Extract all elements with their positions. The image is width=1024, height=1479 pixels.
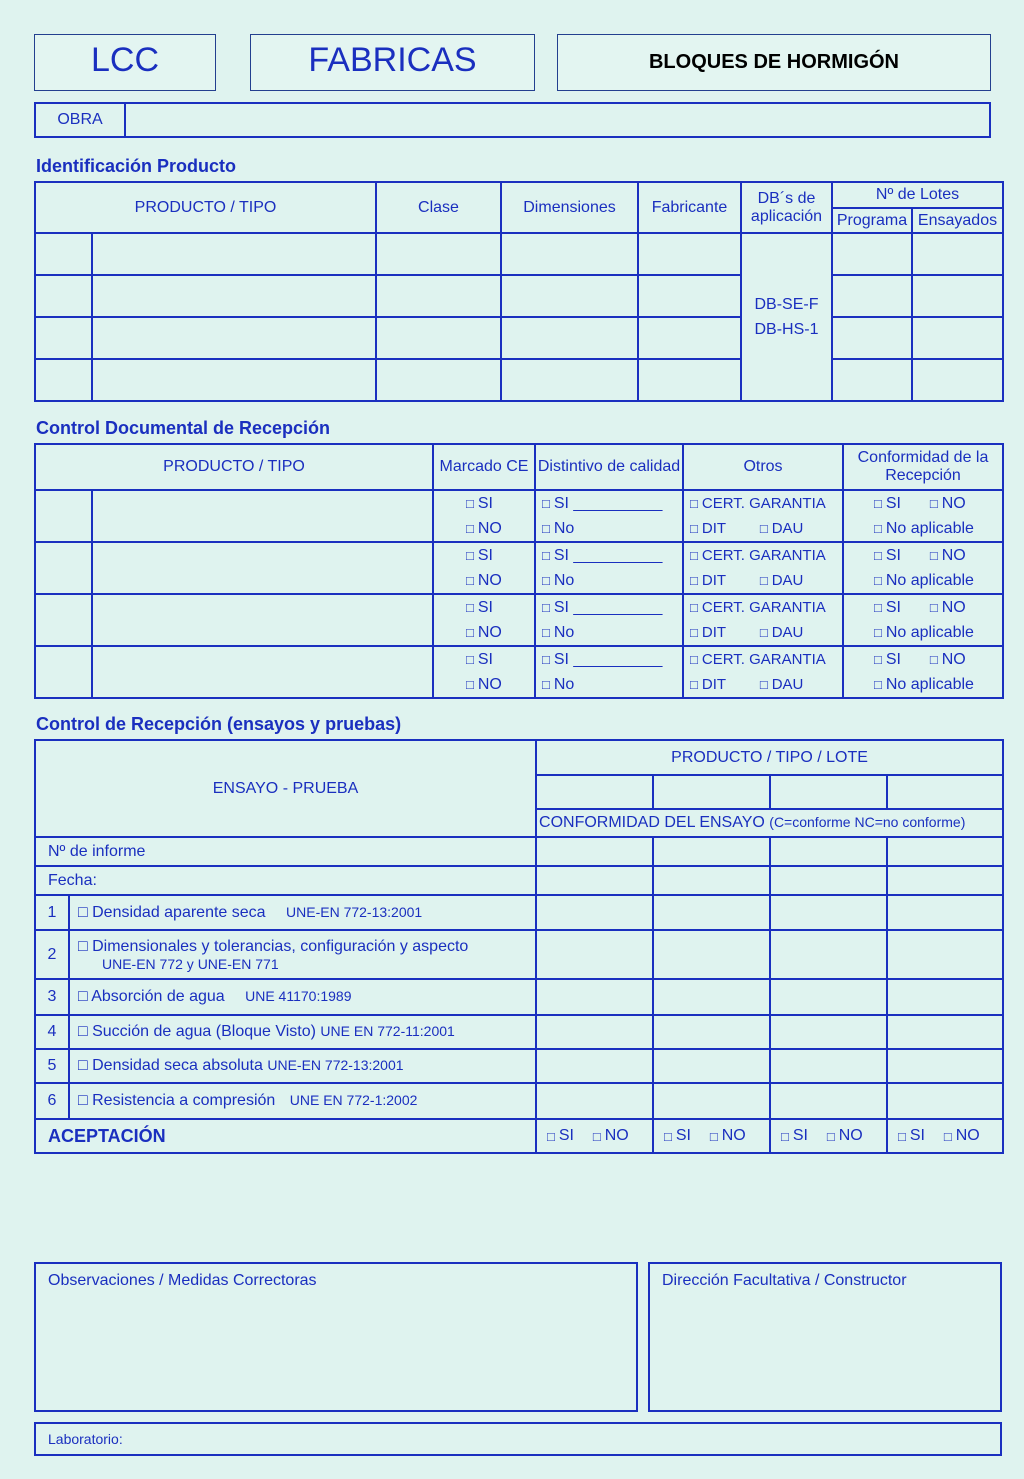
direccion-label: Dirección Facultativa / Constructor bbox=[662, 1272, 907, 1289]
clase-cell[interactable] bbox=[376, 275, 501, 317]
informe-cell[interactable] bbox=[653, 837, 770, 866]
checkbox-icon[interactable]: □ bbox=[898, 1128, 906, 1144]
checkbox-icon[interactable]: □ bbox=[690, 677, 698, 692]
option-no: NO bbox=[477, 519, 502, 537]
fabricante-cell[interactable] bbox=[638, 233, 741, 275]
control-documental-table bbox=[34, 443, 1004, 699]
informe-cell[interactable] bbox=[536, 837, 653, 866]
option-si-line: SI __________ bbox=[553, 546, 663, 564]
doc-id-cell[interactable] bbox=[35, 490, 92, 542]
checkbox-icon[interactable]: □ bbox=[466, 625, 474, 640]
otros-cell bbox=[683, 646, 843, 698]
conformidad-cell bbox=[843, 594, 1003, 646]
test-number: 6 bbox=[35, 1083, 69, 1119]
col-dimensiones: Dimensiones bbox=[501, 182, 638, 233]
checkbox-icon[interactable]: □ bbox=[759, 677, 768, 692]
result-cell[interactable] bbox=[536, 895, 653, 930]
checkbox-icon[interactable]: □ bbox=[542, 600, 550, 615]
informe-cell[interactable] bbox=[887, 837, 1003, 866]
option-no: NO bbox=[721, 1127, 746, 1144]
marcado-ce-cell bbox=[433, 490, 535, 542]
aceptacion-label: ACEPTACIÓN bbox=[35, 1119, 536, 1153]
conformidad-cell bbox=[843, 646, 1003, 698]
option-si: SI bbox=[558, 1127, 574, 1144]
otros-cell bbox=[683, 594, 843, 646]
checkbox-icon[interactable]: □ bbox=[759, 625, 768, 640]
option-si-line: SI __________ bbox=[553, 598, 663, 616]
test-name: □ Densidad aparente seca bbox=[78, 903, 266, 921]
test-norm: UNE-EN 772-13:2001 bbox=[267, 1057, 404, 1073]
option-no: NO bbox=[477, 571, 502, 589]
dimensiones-cell[interactable] bbox=[501, 359, 638, 401]
doc-row bbox=[35, 594, 1003, 646]
fabricas-box bbox=[250, 34, 535, 91]
checkbox-icon[interactable]: □ bbox=[874, 677, 882, 692]
laboratorio-box[interactable] bbox=[34, 1422, 1002, 1456]
test-description[interactable] bbox=[69, 895, 536, 930]
lote-cell[interactable] bbox=[770, 775, 887, 809]
result-cell[interactable] bbox=[887, 895, 1003, 930]
test-number: 5 bbox=[35, 1049, 69, 1083]
test-name: □ Succión de agua (Bloque Visto) bbox=[78, 1023, 316, 1040]
doc-id-cell[interactable] bbox=[35, 646, 92, 698]
result-cell[interactable] bbox=[653, 930, 770, 979]
doc-row bbox=[35, 646, 1003, 698]
checkbox-icon[interactable]: □ bbox=[542, 548, 550, 563]
id-cell[interactable] bbox=[35, 359, 92, 401]
checkbox-icon[interactable]: □ bbox=[929, 548, 938, 563]
col-ensayados: Ensayados bbox=[912, 208, 1003, 233]
option-no: NO bbox=[941, 546, 966, 564]
option-si: SI bbox=[477, 598, 493, 616]
option-cert: CERT. GARANTIA bbox=[701, 651, 826, 668]
document-subtitle: BLOQUES DE HORMIGÓN bbox=[648, 51, 899, 73]
test-row bbox=[35, 1015, 1003, 1049]
doc-col-distintivo: Distintivo de calidad bbox=[535, 444, 683, 490]
producto-cell[interactable] bbox=[92, 359, 376, 401]
checkbox-icon[interactable]: □ bbox=[709, 1128, 718, 1144]
checkbox-icon[interactable]: □ bbox=[874, 521, 882, 536]
result-cell[interactable] bbox=[536, 1015, 653, 1049]
test-description[interactable] bbox=[69, 1049, 536, 1083]
option-si: SI bbox=[885, 598, 901, 616]
test-description[interactable] bbox=[69, 1015, 536, 1049]
checkbox-icon[interactable]: □ bbox=[690, 625, 698, 640]
aceptacion-cell bbox=[770, 1119, 887, 1153]
fecha-label: Fecha: bbox=[35, 866, 536, 895]
option-si: SI bbox=[477, 494, 493, 512]
result-cell[interactable] bbox=[653, 979, 770, 1015]
test-number: 1 bbox=[35, 895, 69, 930]
checkbox-icon[interactable]: □ bbox=[542, 625, 550, 640]
test-number: 4 bbox=[35, 1015, 69, 1049]
fecha-cell[interactable] bbox=[770, 866, 887, 895]
db-value-2: DB-HS-1 bbox=[754, 321, 819, 338]
option-no: No bbox=[553, 519, 575, 537]
option-dit: DIT bbox=[701, 676, 727, 693]
test-norm: UNE EN 772-11:2001 bbox=[320, 1023, 455, 1039]
producto-cell[interactable] bbox=[92, 233, 376, 275]
option-si: SI bbox=[792, 1127, 808, 1144]
test-name: □ Resistencia a compresión bbox=[78, 1092, 276, 1109]
option-no: NO bbox=[477, 623, 502, 641]
informe-label: Nº de informe bbox=[35, 837, 536, 866]
result-cell[interactable] bbox=[770, 1083, 887, 1119]
option-no: NO bbox=[941, 494, 966, 512]
checkbox-icon[interactable]: □ bbox=[542, 573, 550, 588]
aceptacion-cell bbox=[887, 1119, 1003, 1153]
checkbox-icon[interactable]: □ bbox=[466, 548, 474, 563]
result-cell[interactable] bbox=[653, 1049, 770, 1083]
doc-col-conformidad bbox=[843, 444, 1003, 490]
checkbox-icon[interactable]: □ bbox=[874, 573, 882, 588]
checkbox-icon[interactable]: □ bbox=[542, 496, 550, 511]
option-dit: DIT bbox=[701, 520, 727, 537]
col-clase: Clase bbox=[376, 182, 501, 233]
laboratorio-label: Laboratorio: bbox=[48, 1431, 123, 1447]
programa-cell[interactable] bbox=[832, 359, 912, 401]
result-cell[interactable] bbox=[887, 1049, 1003, 1083]
producto-tipo-lote-header: PRODUCTO / TIPO / LOTE bbox=[536, 740, 1003, 775]
checkbox-icon[interactable]: □ bbox=[874, 625, 882, 640]
marcado-ce-cell bbox=[433, 646, 535, 698]
checkbox-icon[interactable]: □ bbox=[929, 496, 938, 511]
option-cert: CERT. GARANTIA bbox=[701, 599, 826, 616]
distintivo-cell bbox=[535, 542, 683, 594]
option-si-line: SI __________ bbox=[553, 494, 663, 512]
doc-id-cell[interactable] bbox=[35, 542, 92, 594]
option-si: SI bbox=[885, 546, 901, 564]
option-no-aplicable: No aplicable bbox=[885, 519, 974, 537]
doc-col-marcado-ce: Marcado CE bbox=[433, 444, 535, 490]
marcado-ce-cell bbox=[433, 542, 535, 594]
conformidad-cell bbox=[843, 490, 1003, 542]
checkbox-icon[interactable]: □ bbox=[874, 600, 882, 615]
aceptacion-cell bbox=[653, 1119, 770, 1153]
result-cell[interactable] bbox=[770, 895, 887, 930]
checkbox-icon[interactable]: □ bbox=[664, 1128, 672, 1144]
test-norm: UNE-EN 772-13:2001 bbox=[286, 903, 423, 920]
checkbox-icon[interactable]: □ bbox=[690, 521, 698, 536]
id-cell[interactable] bbox=[35, 275, 92, 317]
result-cell[interactable] bbox=[770, 1049, 887, 1083]
result-cell[interactable] bbox=[536, 979, 653, 1015]
checkbox-icon[interactable]: □ bbox=[759, 521, 768, 536]
doc-id-cell[interactable] bbox=[35, 594, 92, 646]
marcado-ce-cell bbox=[433, 594, 535, 646]
lcc-box bbox=[34, 34, 216, 91]
conformidad-cell bbox=[843, 542, 1003, 594]
option-no: No bbox=[553, 675, 575, 693]
option-no: No bbox=[553, 623, 575, 641]
col-dbs bbox=[741, 182, 832, 233]
option-dit: DIT bbox=[701, 572, 727, 589]
fecha-cell[interactable] bbox=[653, 866, 770, 895]
obra-label: OBRA bbox=[36, 104, 126, 136]
doc-producto-cell[interactable] bbox=[92, 594, 433, 646]
test-row bbox=[35, 895, 1003, 930]
test-row bbox=[35, 979, 1003, 1015]
dimensiones-cell[interactable] bbox=[501, 233, 638, 275]
option-dit: DIT bbox=[701, 624, 727, 641]
result-cell[interactable] bbox=[536, 1083, 653, 1119]
subtitle-box bbox=[557, 34, 991, 91]
option-dau: DAU bbox=[771, 520, 804, 537]
test-description[interactable] bbox=[69, 979, 536, 1015]
checkbox-icon[interactable]: □ bbox=[466, 521, 474, 536]
option-no-aplicable: No aplicable bbox=[885, 623, 974, 641]
option-si-line: SI __________ bbox=[553, 650, 663, 668]
checkbox-icon[interactable]: □ bbox=[466, 677, 474, 692]
control-recepcion-title: Control de Recepción (ensayos y pruebas) bbox=[36, 714, 402, 734]
option-no: NO bbox=[955, 1127, 980, 1144]
doc-producto-cell[interactable] bbox=[92, 646, 433, 698]
id-cell[interactable] bbox=[35, 233, 92, 275]
checkbox-icon[interactable]: □ bbox=[547, 1128, 555, 1144]
doc-row bbox=[35, 490, 1003, 542]
id-cell[interactable] bbox=[35, 317, 92, 359]
doc-col-otros: Otros bbox=[683, 444, 843, 490]
test-name: □ Densidad seca absoluta bbox=[78, 1057, 263, 1074]
fecha-cell[interactable] bbox=[536, 866, 653, 895]
test-description[interactable] bbox=[69, 1083, 536, 1119]
result-cell[interactable] bbox=[536, 1049, 653, 1083]
obra-field[interactable] bbox=[128, 104, 988, 136]
fabricante-cell[interactable] bbox=[638, 275, 741, 317]
result-cell[interactable] bbox=[653, 1083, 770, 1119]
option-si: SI bbox=[477, 650, 493, 668]
ensayados-cell[interactable] bbox=[912, 359, 1003, 401]
option-si: SI bbox=[885, 494, 901, 512]
ensayados-cell[interactable] bbox=[912, 233, 1003, 275]
doc-col-conformidad-line1: Conformidad de la bbox=[857, 449, 989, 466]
doc-producto-cell[interactable] bbox=[92, 490, 433, 542]
fabricas-title: FABRICAS bbox=[308, 41, 477, 79]
result-cell[interactable] bbox=[887, 1015, 1003, 1049]
checkbox-icon[interactable]: □ bbox=[690, 573, 698, 588]
col-producto-tipo: PRODUCTO / TIPO bbox=[35, 182, 376, 233]
test-name: □ Dimensionales y tolerancias, configuración y aspecto bbox=[78, 937, 469, 955]
col-lotes: Nº de Lotes bbox=[832, 182, 1003, 208]
doc-row bbox=[35, 542, 1003, 594]
test-norm: UNE EN 772-1:2002 bbox=[289, 1092, 418, 1108]
col-dbs-line2: aplicación bbox=[750, 207, 823, 225]
checkbox-icon[interactable]: □ bbox=[826, 1128, 835, 1144]
fabricante-cell[interactable] bbox=[638, 317, 741, 359]
observaciones-box[interactable] bbox=[34, 1262, 638, 1412]
dimensiones-cell[interactable] bbox=[501, 317, 638, 359]
db-values-cell bbox=[741, 233, 832, 401]
checkbox-icon[interactable]: □ bbox=[592, 1128, 601, 1144]
dimensiones-cell[interactable] bbox=[501, 275, 638, 317]
checkbox-icon[interactable]: □ bbox=[781, 1128, 789, 1144]
programa-cell[interactable] bbox=[832, 275, 912, 317]
test-number: 2 bbox=[35, 930, 69, 979]
obra-row bbox=[34, 102, 991, 138]
checkbox-icon[interactable]: □ bbox=[874, 496, 882, 511]
result-cell[interactable] bbox=[770, 1015, 887, 1049]
option-no: NO bbox=[477, 675, 502, 693]
aceptacion-row bbox=[35, 1119, 1003, 1153]
option-si: SI bbox=[477, 546, 493, 564]
option-dau: DAU bbox=[771, 572, 804, 589]
identificacion-title: Identificación Producto bbox=[36, 156, 237, 176]
otros-cell bbox=[683, 542, 843, 594]
result-cell[interactable] bbox=[887, 979, 1003, 1015]
clase-cell[interactable] bbox=[376, 317, 501, 359]
result-cell[interactable] bbox=[653, 895, 770, 930]
fecha-cell[interactable] bbox=[887, 866, 1003, 895]
checkbox-icon[interactable]: □ bbox=[542, 521, 550, 536]
test-row bbox=[35, 1049, 1003, 1083]
option-si: SI bbox=[909, 1127, 925, 1144]
checkbox-icon[interactable]: □ bbox=[690, 652, 698, 667]
clase-cell[interactable] bbox=[376, 359, 501, 401]
distintivo-cell bbox=[535, 490, 683, 542]
lote-cell[interactable] bbox=[887, 775, 1003, 809]
checkbox-icon[interactable]: □ bbox=[466, 496, 474, 511]
test-row bbox=[35, 930, 1003, 979]
fabricante-cell[interactable] bbox=[638, 359, 741, 401]
checkbox-icon[interactable]: □ bbox=[929, 652, 938, 667]
ensayados-cell[interactable] bbox=[912, 317, 1003, 359]
lote-cell[interactable] bbox=[536, 775, 653, 809]
informe-cell[interactable] bbox=[770, 837, 887, 866]
result-cell[interactable] bbox=[770, 979, 887, 1015]
checkbox-icon[interactable]: □ bbox=[542, 652, 550, 667]
ensayo-prueba-header: ENSAYO - PRUEBA bbox=[35, 740, 536, 837]
doc-col-producto: PRODUCTO / TIPO bbox=[35, 444, 433, 490]
distintivo-cell bbox=[535, 594, 683, 646]
aceptacion-cell bbox=[536, 1119, 653, 1153]
option-no-aplicable: No aplicable bbox=[885, 675, 974, 693]
test-description[interactable] bbox=[69, 930, 536, 979]
result-cell[interactable] bbox=[653, 1015, 770, 1049]
col-fabricante: Fabricante bbox=[638, 182, 741, 233]
otros-cell bbox=[683, 490, 843, 542]
test-norm: UNE 41170:1989 bbox=[245, 988, 352, 1004]
ensayos-table bbox=[34, 739, 1004, 1154]
test-row bbox=[35, 1083, 1003, 1119]
control-documental-title: Control Documental de Recepción bbox=[36, 418, 331, 438]
option-no: NO bbox=[604, 1127, 629, 1144]
observaciones-label: Observaciones / Medidas Correctoras bbox=[48, 1272, 317, 1289]
result-cell[interactable] bbox=[887, 930, 1003, 979]
option-dau: DAU bbox=[771, 624, 804, 641]
option-si: SI bbox=[885, 650, 901, 668]
producto-cell[interactable] bbox=[92, 317, 376, 359]
lcc-title: LCC bbox=[90, 41, 160, 79]
db-value-1: DB-SE-F bbox=[754, 296, 819, 313]
conformidad-ensayo-label: CONFORMIDAD DEL ENSAYO bbox=[539, 814, 765, 831]
checkbox-icon[interactable]: □ bbox=[943, 1128, 952, 1144]
checkbox-icon[interactable]: □ bbox=[542, 677, 550, 692]
test-number: 3 bbox=[35, 979, 69, 1015]
option-si: SI bbox=[675, 1127, 691, 1144]
option-no: NO bbox=[941, 650, 966, 668]
checkbox-icon[interactable]: □ bbox=[929, 600, 938, 615]
checkbox-icon[interactable]: □ bbox=[690, 496, 698, 511]
conformidad-legend: (C=conforme NC=no conforme) bbox=[769, 814, 966, 830]
option-no-aplicable: No aplicable bbox=[885, 571, 974, 589]
checkbox-icon[interactable]: □ bbox=[874, 548, 882, 563]
result-cell[interactable] bbox=[770, 930, 887, 979]
distintivo-cell bbox=[535, 646, 683, 698]
doc-col-conformidad-line2: Recepción bbox=[885, 467, 961, 484]
checkbox-icon[interactable]: □ bbox=[466, 652, 474, 667]
result-cell[interactable] bbox=[536, 930, 653, 979]
clase-cell[interactable] bbox=[376, 233, 501, 275]
lote-cell[interactable] bbox=[653, 775, 770, 809]
checkbox-icon[interactable]: □ bbox=[874, 652, 882, 667]
doc-producto-cell[interactable] bbox=[92, 542, 433, 594]
programa-cell[interactable] bbox=[832, 317, 912, 359]
checkbox-icon[interactable]: □ bbox=[690, 548, 698, 563]
option-no: No bbox=[553, 571, 575, 589]
producto-cell[interactable] bbox=[92, 275, 376, 317]
programa-cell[interactable] bbox=[832, 233, 912, 275]
checkbox-icon[interactable]: □ bbox=[466, 573, 474, 588]
option-dau: DAU bbox=[771, 676, 804, 693]
col-dbs-line1: DB´s de bbox=[757, 189, 816, 207]
test-norm: UNE-EN 772 y UNE-EN 771 bbox=[102, 955, 279, 972]
ensayados-cell[interactable] bbox=[912, 275, 1003, 317]
option-cert: CERT. GARANTIA bbox=[701, 547, 826, 564]
identificacion-table bbox=[34, 181, 1004, 402]
checkbox-icon[interactable]: □ bbox=[466, 600, 474, 615]
option-no: NO bbox=[838, 1127, 863, 1144]
checkbox-icon[interactable]: □ bbox=[759, 573, 768, 588]
test-name: □ Absorción de agua bbox=[78, 988, 225, 1005]
option-cert: CERT. GARANTIA bbox=[701, 495, 826, 512]
conformidad-ensayo-header bbox=[536, 809, 1003, 837]
option-no: NO bbox=[941, 598, 966, 616]
checkbox-icon[interactable]: □ bbox=[690, 600, 698, 615]
col-programa: Programa bbox=[832, 208, 912, 233]
direccion-box[interactable] bbox=[648, 1262, 1002, 1412]
result-cell[interactable] bbox=[887, 1083, 1003, 1119]
